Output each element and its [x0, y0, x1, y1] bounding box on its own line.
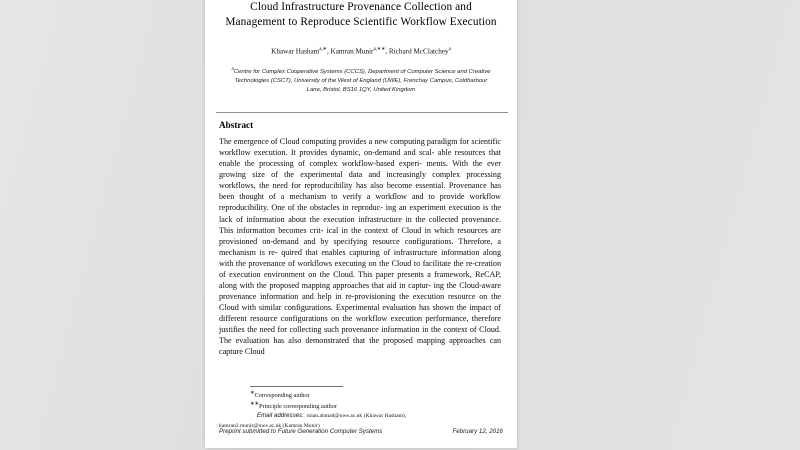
- author-mark-2: a,∗∗: [373, 47, 386, 52]
- preprint-note: Preprint submitted to Future Generation Computer Systems: [219, 428, 383, 435]
- affiliation-mark: a: [231, 66, 234, 72]
- footnote-text-2: Principle corresponding author: [259, 403, 338, 411]
- document-page: [205, 0, 517, 448]
- affiliation-text: Centre for Complex Cooperative Systems (CCCS), Department of Computer Science and Creative Technologies (CSCT), University of the West of England (UWE), Frenchay Campus, Coldharbour Lane, Bristol, BS16 1QY, United Kingdom: [233, 69, 491, 93]
- author-name-1: Khawar Hasham: [271, 47, 320, 56]
- author-name-2: , Kamran Munir: [326, 47, 374, 56]
- preprint-date: February 12, 2016: [452, 428, 503, 435]
- footnote-email-line-1: [219, 411, 503, 421]
- page-title: [223, 0, 499, 30]
- author-mark-1: a,∗: [319, 47, 327, 52]
- email-addresses-label: Email addresses:: [257, 412, 304, 420]
- page-content-area: [205, 0, 517, 448]
- title-line-2: Management to Reproduce Scientific Workflow Execution: [225, 16, 497, 28]
- author-list: [223, 45, 499, 56]
- footnote-block: [219, 389, 503, 432]
- email-address-2[interactable]: kamran2.munir@uwe.ac.uk (Kamran Munir): [219, 423, 320, 430]
- page-footer: [219, 428, 503, 435]
- footnote-mark-2: ∗∗: [250, 401, 260, 408]
- abstract-body: The emergence of Cloud computing provides a new computing paradigm for scientific workflow execution. It provides dynamic, on-demand and scal- able resources that enable the processing of complex workflow-based experi- ments. With the ever growing size of the experimental data and increasingly complex processing workflows, the need for reproducibility has also become essential. Provenance has been thought of a mechanism to verify a workflow and to provide workflow reproducibility. One of the obstacles in reproduc- ing an experiment execution is the lack of information about the execution infrastructure in the collected provenance. This information becomes crit- ical in the context of Cloud in which resources are provisioned on-demand and by specifying resource configurations. Therefore, a mechanism is re- quired that enables capturing of infrastructure information along with the provenance of workflows executing on the Cloud to facilitate the re-creation of execution environment on the Cloud. This paper presents a framework, ReCAP, along with the proposed mapping approaches that aid in captur- ing the Cloud-aware provenance information and help in re-provisioning the execution resource on the Cloud with similar configurations. Experimental evaluation has shown the impact of different resource configurations on the workflow execution performance, therefore justifies the need for collecting such provenance information in the context of Cloud. The evaluation has also demonstrated that the proposed mapping approaches can capture Cloud: [219, 137, 501, 357]
- footnote-divider: [250, 386, 343, 387]
- affiliation: [223, 65, 499, 94]
- title-block: [223, 0, 499, 94]
- author-name-3: , Richard McClatchey: [385, 47, 449, 56]
- footnote-line-2: [219, 400, 503, 411]
- author-mark-3: a: [448, 47, 451, 52]
- footnote-line-1: [219, 389, 503, 400]
- abstract-heading: Abstract: [219, 120, 254, 130]
- email-address-1[interactable]: mian.ahmad@uwe.ac.uk (Khawar Hasham),: [306, 413, 407, 420]
- header-divider: [216, 112, 508, 113]
- footnote-mark-1: ∗: [250, 390, 255, 396]
- footnote-text-1: Corresponding author: [254, 392, 310, 400]
- title-line-1: Cloud Infrastructure Provenance Collection and: [250, 1, 472, 13]
